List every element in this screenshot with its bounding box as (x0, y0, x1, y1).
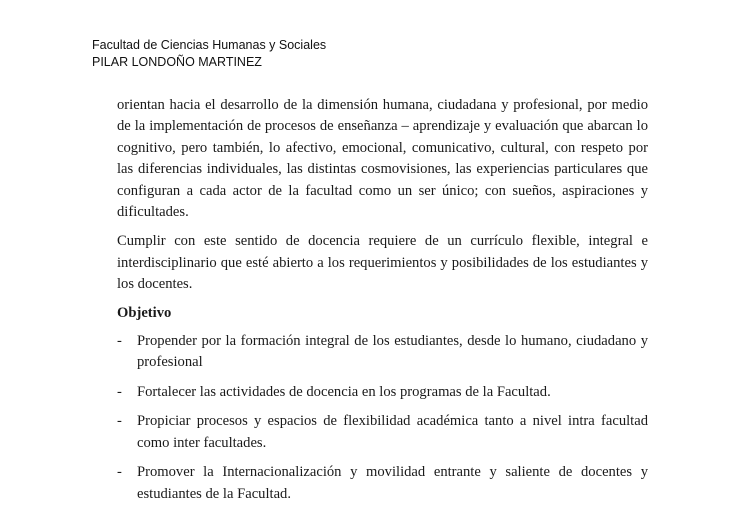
bullet-marker: - (117, 383, 122, 400)
list-item (117, 411, 648, 454)
objective-list (117, 331, 648, 505)
bullet-marker: - (117, 464, 122, 481)
objective-text: Fortalecer las actividades de docencia en los programas de la Facultad. (137, 383, 551, 400)
document-body (117, 95, 648, 513)
body-paragraph: orientan hacia el desarrollo de la dimensión humana, ciudadana y profesional, por medio de la implementación de procesos de enseñanza – aprendizaje y evaluación que abarcan lo cognitivo, pero también, lo afectivo, emocional, comunicativo, cultural, con respeto por las diferencias individuales, las distintas cosmovisiones, las experiencias particulares que configuran a cada actor de la facultad como un ser único; con sueños, aspiraciones y dificultades. (117, 97, 648, 221)
body-paragraph: Cumplir con este sentido de docencia requiere de un currículo flexible, integral e interdisciplinario que esté abierto a los requerimientos y posibilidades de los estudiantes y los docentes. (117, 233, 648, 293)
author-name: PILAR LONDOÑO MARTINEZ (92, 55, 262, 69)
objective-text: Propiciar procesos y espacios de flexibilidad académica tanto a nivel intra facultad como inter facultades. (137, 413, 648, 451)
objective-text: Propender por la formación integral de los estudiantes, desde lo humano, ciudadano y profesional (137, 333, 648, 371)
list-item (117, 382, 648, 403)
bullet-marker: - (117, 333, 122, 350)
page-header (92, 37, 326, 71)
list-item (117, 462, 648, 505)
list-item (117, 331, 648, 374)
faculty-name: Facultad de Ciencias Humanas y Sociales (92, 38, 327, 52)
objective-heading: Objetivo (117, 304, 172, 321)
bullet-marker: - (117, 413, 122, 430)
objective-text: Promover la Internacionalización y movilidad entrante y saliente de docentes y estudiantes de la Facultad. (137, 464, 648, 502)
